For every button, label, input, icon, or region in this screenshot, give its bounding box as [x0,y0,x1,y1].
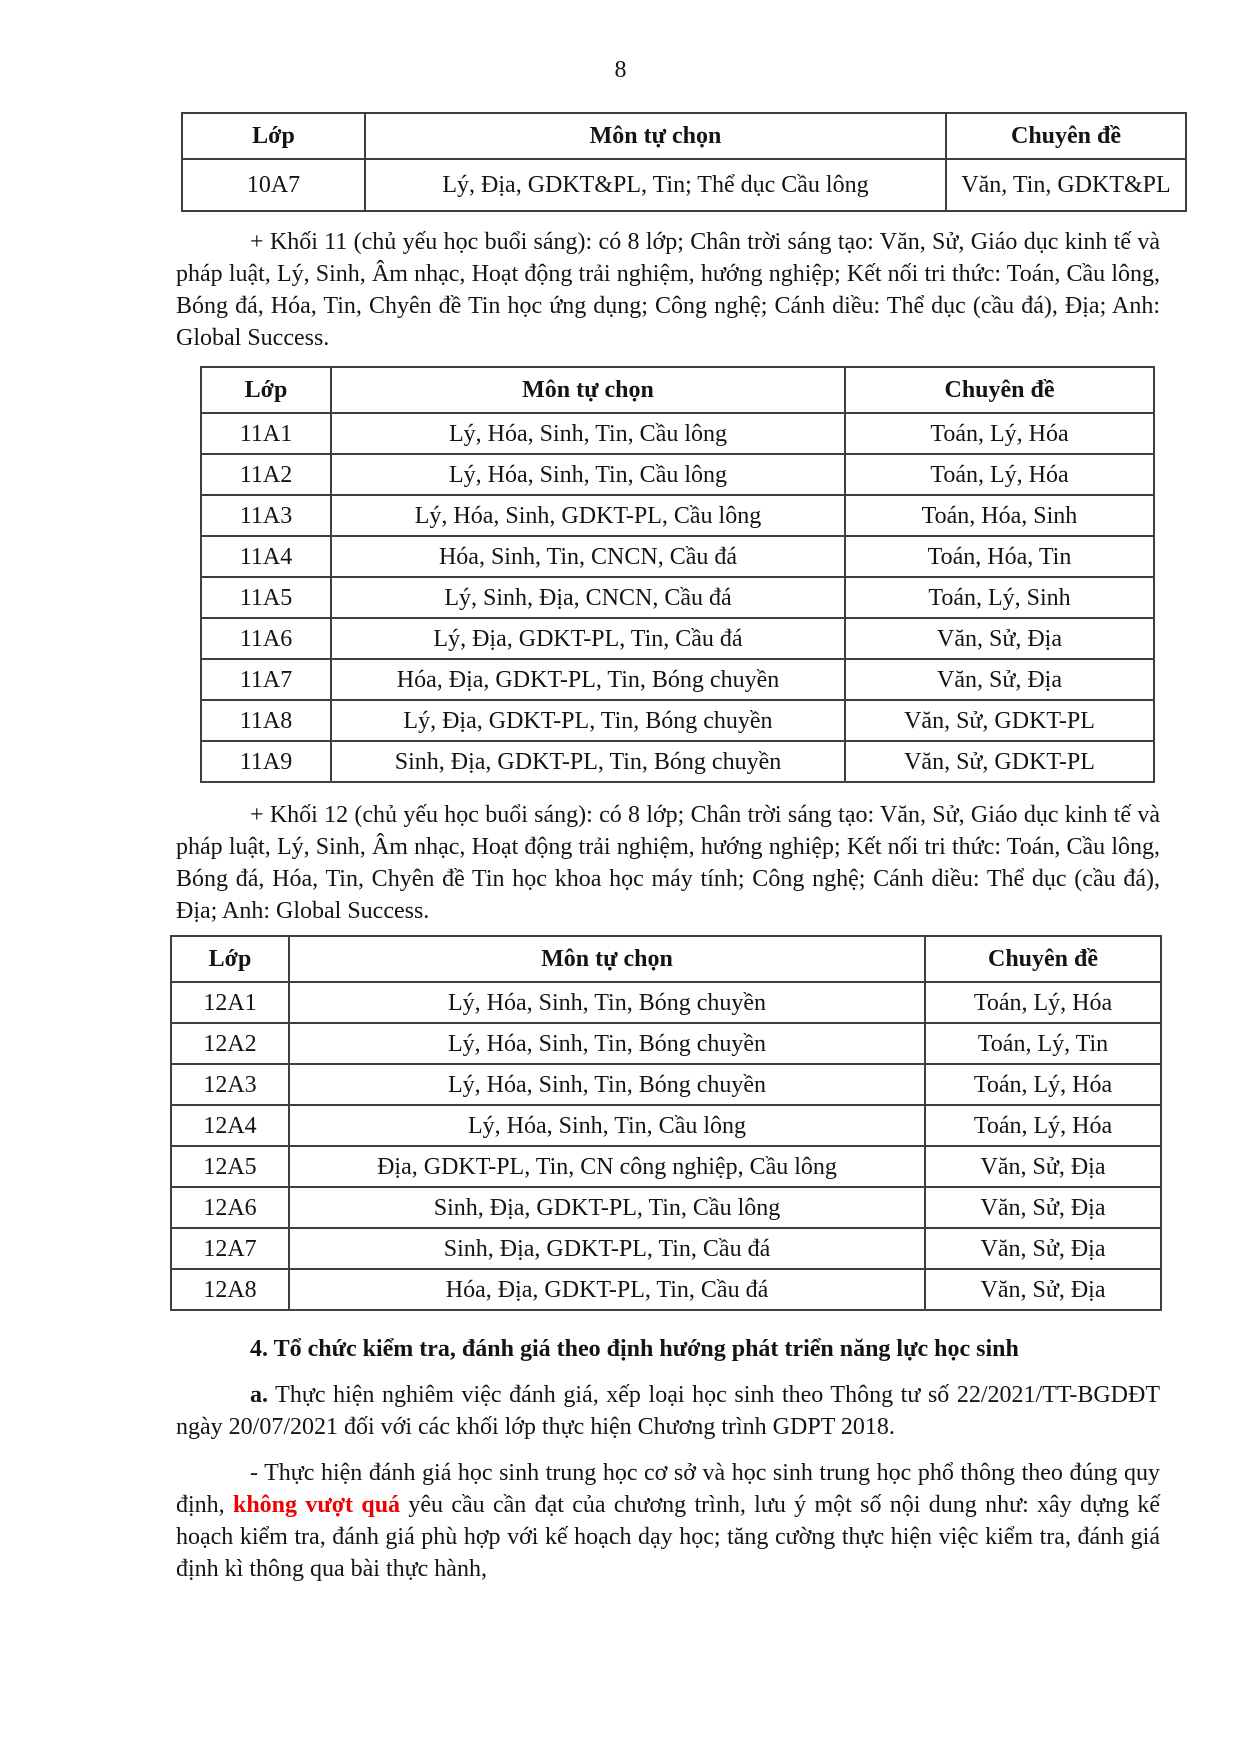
cell-lop: 12A1 [171,982,289,1023]
cell-chuyende: Toán, Hóa, Sinh [845,495,1154,536]
cell-chuyende: Văn, Sử, Địa [925,1146,1161,1187]
table-header-row [182,113,1186,159]
cell-mon: Lý, Địa, GDKT&PL, Tin; Thể dục Cầu lông [365,159,946,211]
table-row [201,454,1154,495]
cell-lop: 12A5 [171,1146,289,1187]
cell-chuyende: Toán, Lý, Hóa [925,1105,1161,1146]
column-header-chuyende: Chuyên đề [925,936,1161,982]
cell-lop: 11A2 [201,454,331,495]
cell-mon: Lý, Hóa, Sinh, Tin, Bóng chuyền [289,1023,925,1064]
paragraph-b-text-before: - Thực hiện đánh giá học sinh trung học cơ sở và học sinh trung học phổ thông theo đúng quy định, [176,1460,1160,1518]
cell-chuyende: Toán, Lý, Tin [925,1023,1161,1064]
cell-mon: Lý, Sinh, Địa, CNCN, Cầu đá [331,577,845,618]
khoi11-intro-paragraph: + Khối 11 (chủ yếu học buổi sáng): có 8 lớp; Chân trời sáng tạo: Văn, Sử, Giáo dục kinh tế và pháp luật, Lý, Sinh, Âm nhạc, Hoạt động trải nghiệm, hướng nghiệp; Kết nối tri thức: Toán, Cầu lông, Bóng đá, Hóa, Tin, Chyên đề Tin học ứng dụng; Công nghệ; Cánh diều: Thể dục (cầu đá), Địa; Anh: Global Success. [176,229,1160,351]
column-header-chuyende: Chuyên đề [845,367,1154,413]
cell-mon: Sinh, Địa, GDKT-PL, Tin, Cầu đá [289,1228,925,1269]
cell-lop: 12A2 [171,1023,289,1064]
cell-lop: 11A6 [201,618,331,659]
table-row [201,536,1154,577]
cell-mon: Sinh, Địa, GDKT-PL, Tin, Bóng chuyền [331,741,845,782]
cell-mon: Lý, Địa, GDKT-PL, Tin, Bóng chuyền [331,700,845,741]
cell-mon: Hóa, Địa, GDKT-PL, Tin, Cầu đá [289,1269,925,1310]
cell-chuyende: Văn, Sử, Địa [925,1228,1161,1269]
section4-heading: 4. Tổ chức kiểm tra, đánh giá theo định hướng phát triển năng lực học sinh [250,1336,1019,1362]
table-row [171,982,1161,1023]
table-row [182,159,1186,211]
section4-paragraph-b [176,1457,1160,1585]
cell-lop: 12A7 [171,1228,289,1269]
cell-mon: Lý, Hóa, Sinh, Tin, Bóng chuyền [289,982,925,1023]
table-header-row [171,936,1161,982]
column-header-chuyende: Chuyên đề [946,113,1186,159]
cell-mon: Hóa, Sinh, Tin, CNCN, Cầu đá [331,536,845,577]
cell-chuyende: Toán, Lý, Hóa [925,1064,1161,1105]
cell-chuyende: Văn, Sử, GDKT-PL [845,741,1154,782]
cell-mon: Lý, Hóa, Sinh, Tin, Cầu lông [331,454,845,495]
cell-chuyende: Toán, Lý, Sinh [845,577,1154,618]
cell-mon: Lý, Hóa, Sinh, Tin, Cầu lông [289,1105,925,1146]
cell-lop: 11A8 [201,700,331,741]
paragraph-b-highlight: không vượt quá [232,1492,401,1518]
cell-chuyende: Toán, Lý, Hóa [845,454,1154,495]
column-header-lop: Lớp [182,113,365,159]
cell-chuyende: Văn, Sử, GDKT-PL [845,700,1154,741]
cell-lop: 11A9 [201,741,331,782]
cell-chuyende: Văn, Sử, Địa [845,659,1154,700]
cell-lop: 12A3 [171,1064,289,1105]
table-row [201,618,1154,659]
table-row [171,1105,1161,1146]
paragraph-a-text: Thực hiện nghiêm việc đánh giá, xếp loại học sinh theo Thông tư số 22/2021/TT-BGDĐT ngày 20/07/2021 đối với các khối lớp thực hiện Chương trình GDPT 2018. [176,1382,1160,1440]
table-header-row [201,367,1154,413]
cell-lop: 12A4 [171,1105,289,1146]
table-row [201,700,1154,741]
cell-chuyende: Văn, Sử, Địa [845,618,1154,659]
cell-lop: 10A7 [182,159,365,211]
cell-lop: 11A3 [201,495,331,536]
column-header-mon: Môn tự chọn [331,367,845,413]
cell-mon: Lý, Hóa, Sinh, Tin, Cầu lông [331,413,845,454]
section4-paragraph-a [176,1379,1160,1443]
paragraph-b-text-after: yêu cầu cần đạt của chương trình, lưu ý một số nội dung như: xây dựng kế hoạch kiểm tra, đánh giá phù hợp với kế hoạch dạy học; tăng cường thực hiện việc kiểm tra, đánh giá định kì thông qua bài thực hành, [176,1492,1160,1582]
cell-mon: Địa, GDKT-PL, Tin, CN công nghiệp, Cầu lông [289,1146,925,1187]
cell-lop: 11A1 [201,413,331,454]
table-row [201,413,1154,454]
cell-chuyende: Văn, Tin, GDKT&PL [946,159,1186,211]
cell-lop: 11A5 [201,577,331,618]
cell-chuyende: Toán, Hóa, Tin [845,536,1154,577]
table-row [201,741,1154,782]
cell-chuyende: Toán, Lý, Hóa [925,982,1161,1023]
table-row [171,1187,1161,1228]
paragraph-a-label: a. [250,1382,268,1408]
cell-chuyende: Toán, Lý, Hóa [845,413,1154,454]
page-number: 8 [614,57,627,83]
table-row [201,495,1154,536]
column-header-lop: Lớp [171,936,289,982]
table-row [201,577,1154,618]
cell-mon: Lý, Hóa, Sinh, GDKT-PL, Cầu lông [331,495,845,536]
cell-mon: Sinh, Địa, GDKT-PL, Tin, Cầu lông [289,1187,925,1228]
column-header-lop: Lớp [201,367,331,413]
cell-lop: 11A7 [201,659,331,700]
column-header-mon: Môn tự chọn [365,113,946,159]
table-row [171,1146,1161,1187]
table-row [171,1023,1161,1064]
column-header-mon: Môn tự chọn [289,936,925,982]
cell-chuyende: Văn, Sử, Địa [925,1187,1161,1228]
grade10-table [181,112,1187,212]
cell-mon: Hóa, Địa, GDKT-PL, Tin, Bóng chuyền [331,659,845,700]
grade12-table [170,935,1162,1311]
cell-lop: 12A6 [171,1187,289,1228]
table-row [171,1269,1161,1310]
table-row [171,1228,1161,1269]
cell-chuyende: Văn, Sử, Địa [925,1269,1161,1310]
cell-lop: 11A4 [201,536,331,577]
table-row [201,659,1154,700]
cell-mon: Lý, Địa, GDKT-PL, Tin, Cầu đá [331,618,845,659]
cell-lop: 12A8 [171,1269,289,1310]
table-row [171,1064,1161,1105]
khoi12-intro-paragraph: + Khối 12 (chủ yếu học buổi sáng): có 8 lớp; Chân trời sáng tạo: Văn, Sử, Giáo dục kinh tế và pháp luật, Lý, Sinh, Âm nhạc, Hoạt động trải nghiệm, hướng nghiệp; Kết nối tri thức: Toán, Cầu lông, Bóng đá, Hóa, Tin, Chyên đề Tin học khoa học máy tính; Công nghệ; Cánh diều: Thể dục (cầu đá), Địa; Anh: Global Success. [176,802,1160,924]
cell-mon: Lý, Hóa, Sinh, Tin, Bóng chuyền [289,1064,925,1105]
grade11-table [200,366,1155,783]
